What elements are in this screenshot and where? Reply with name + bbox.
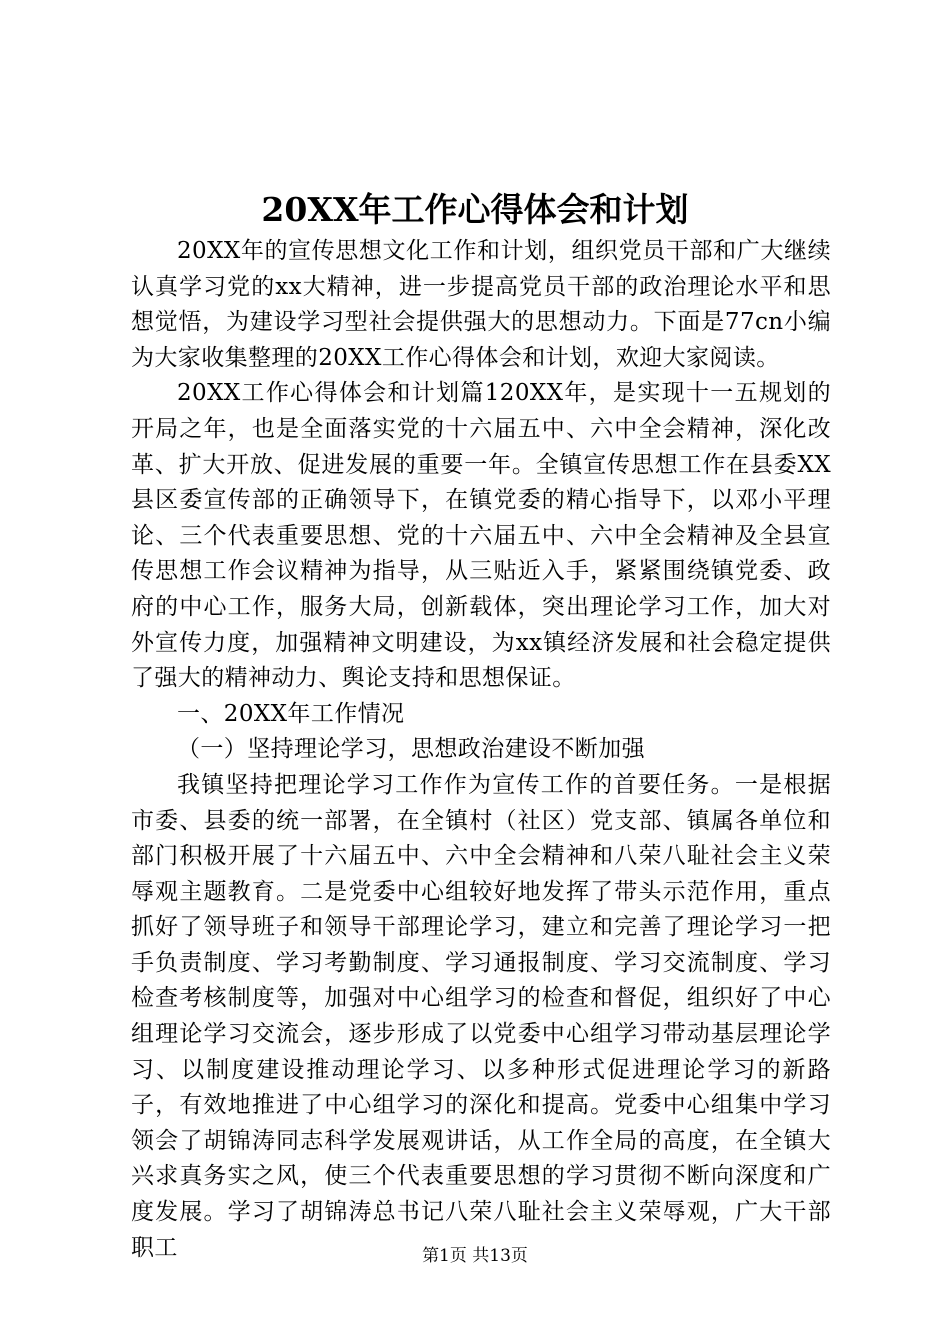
subsection-paragraph: 我镇坚持把理论学习工作作为宣传工作的首要任务。一是根据市委、县委的统一部署，在全镇村（社区）党支部、镇属各单位和部门积极开展了十六届五中、六中全会精神和八荣八耻社会主义荣辱观主题教育。二是党委中心组较好地发挥了带头示范作用，重点抓好了领导班子和领导干部理论学习，建立和完善了理论学习一把手负责制度、学习考勤制度、学习通报制度、学习交流制度、学习检查考核制度等，加强对中心组学习的检查和督促，组织好了中心组理论学习交流会，逐步形成了以党委中心组学习带动基层理论学习、以制度建设推动理论学习、以多种形式促进理论学习的新路子，有效地推进了中心组学习的深化和提高。党委中心组集中学习领会了胡锦涛同志科学发展观讲话，从工作全局的高度，在全镇大兴求真务实之风，使三个代表重要思想的学习贯彻不断向深度和广度发展。学习了胡锦涛总书记八荣八耻社会主义荣辱观，广大干部职工 <box>131 771 831 1261</box>
document-title: 20XX年工作心得体会和计划 <box>261 190 689 229</box>
section-1-paragraph: 20XX工作心得体会和计划篇120XX年，是实现十一五规划的开局之年，也是全面落实党的十六届五中、六中全会精神，深化改革、扩大开放、促进发展的重要一年。全镇宣传思想工作在县委XX县区委宣传部的正确领导下，在镇党委的精心指导下，以邓小平理论、三个代表重要思想、党的十六届五中、六中全会精神及全县宣传思想工作会议精神为指导，从三贴近入手，紧紧围绕镇党委、政府的中心工作，服务大局，创新载体，突出理论学习工作，加大对外宣传力度，加强精神文明建设，为xx镇经济发展和社会稳定提供了强大的精神动力、舆论支持和思想保证。 <box>131 380 831 692</box>
page-footer: 第1页 共13页 <box>422 1246 528 1266</box>
document-body <box>131 234 831 1266</box>
subsection-heading: （一）坚持理论学习，思想政治建设不断加强 <box>177 736 645 763</box>
section-heading: 一、20XX年工作情况 <box>177 700 405 727</box>
intro-paragraph: 20XX年的宣传思想文化工作和计划，组织党员干部和广大继续认真学习党的xx大精神，进一步提高党员干部的政治理论水平和思想觉悟，为建设学习型社会提供强大的思想动力。下面是77cn小编为大家收集整理的20XX工作心得体会和计划，欢迎大家阅读。 <box>131 238 831 371</box>
